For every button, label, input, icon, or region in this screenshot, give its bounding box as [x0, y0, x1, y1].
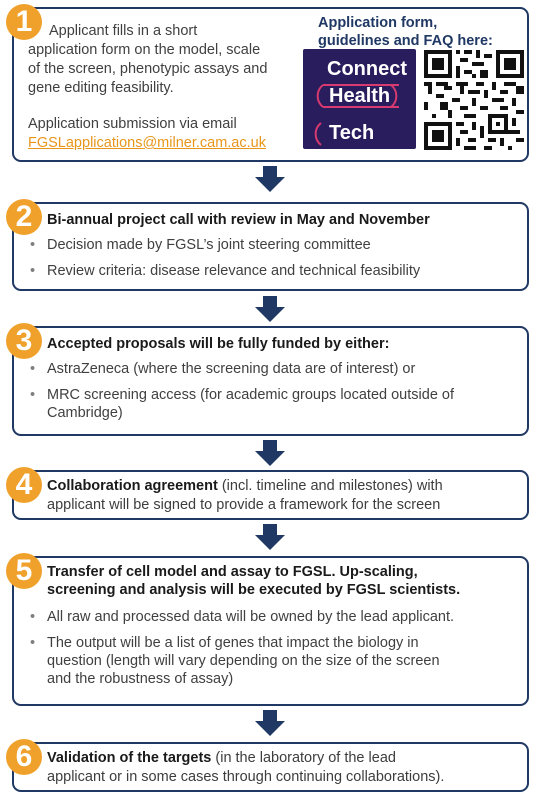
step-5-bullet-2-line-3: and the robustness of assay) — [47, 671, 234, 687]
bullet-dot: • — [30, 361, 36, 377]
step-5-bullet-1-text: All raw and processed data will be owned by the lead applicant. — [47, 609, 455, 625]
qr-code-icon[interactable] — [424, 50, 524, 150]
bullet-dot: • — [30, 635, 36, 651]
step-1-intro-line-1: Applicant fills in a short — [49, 23, 198, 39]
step-3-bullet-2 — [30, 387, 454, 404]
down-arrow-icon — [255, 166, 285, 192]
step-4-heading-rest: (incl. timeline and milestones) with — [217, 478, 443, 494]
step-3-bullet-1-text: AstraZeneca (where the screening data are of interest) or — [47, 361, 416, 377]
down-arrow-icon — [255, 440, 285, 466]
step-1-intro-line-3: of the screen, phenotypic assays and — [28, 61, 268, 77]
step-4-line-1 — [47, 478, 443, 495]
step-6-heading-bold: Validation of the targets — [47, 750, 212, 766]
step-4-box — [12, 470, 529, 520]
down-arrow-icon — [255, 710, 285, 736]
step-2-bullet-2 — [30, 263, 421, 280]
step-2-bullet-2-text: Review criteria: disease relevance and technical feasibility — [47, 263, 421, 279]
bullet-dot: • — [30, 263, 36, 279]
step-4-number-badge: 4 — [6, 467, 42, 503]
bullet-dot: • — [30, 387, 36, 403]
step-2-bullet-1-text: Decision made by FGSL’s joint steering committee — [47, 237, 371, 253]
step-4-line-2: applicant will be signed to provide a framework for the screen — [47, 497, 441, 513]
step-6-line-1 — [47, 750, 396, 767]
down-arrow-icon — [255, 296, 285, 322]
logo-word-connect: Connect — [327, 58, 407, 80]
form-link-title-line-2: guidelines and FAQ here: — [318, 33, 493, 49]
step-6-number-badge: 6 — [6, 739, 42, 775]
step-5-heading-line-1: Transfer of cell model and assay to FGSL. Up-scaling, — [47, 564, 418, 580]
step-4-heading-bold: Collaboration agreement — [47, 478, 218, 494]
form-link-title-line-1: Application form, — [318, 15, 438, 31]
step-6-line-2: applicant or in some cases through continuing collaborations). — [47, 769, 445, 785]
step-6-heading-rest: (in the laboratory of the lead — [211, 750, 396, 766]
step-2-box — [12, 202, 529, 291]
step-3-heading: Accepted proposals will be fully funded by either: — [47, 336, 390, 352]
step-3-bullet-2-continued: Cambridge) — [47, 405, 123, 421]
step-2-number-badge: 2 — [6, 199, 42, 235]
step-1-intro-line-4: gene editing feasibility. — [28, 80, 174, 96]
down-arrow-icon — [255, 524, 285, 550]
step-5-box — [12, 556, 529, 706]
step-5-bullet-2 — [30, 635, 419, 652]
step-5-bullet-2-line-2: question (length will vary depending on the size of the screen — [47, 653, 440, 669]
step-1-intro-line-2: application form on the model, scale — [28, 42, 261, 58]
step-3-box — [12, 326, 529, 436]
step-1-number-badge: 1 — [6, 4, 42, 40]
step-6-box — [12, 742, 529, 792]
application-email-link[interactable]: FGSLapplications@milner.cam.ac.uk — [28, 135, 266, 151]
logo-word-health: Health — [329, 85, 391, 107]
connect-health-tech-logo[interactable] — [303, 49, 416, 149]
bullet-dot: • — [30, 609, 36, 625]
step-5-heading-line-2: screening and analysis will be executed by FGSL scientists. — [47, 582, 461, 598]
step-3-bullet-2-line-1: MRC screening access (for academic groups located outside of — [47, 387, 454, 403]
step-2-bullet-1 — [30, 237, 371, 254]
bullet-dot: • — [30, 237, 36, 253]
step-1-submission-label: Application submission via email — [28, 116, 237, 132]
logo-word-tech: Tech — [329, 122, 375, 144]
step-2-heading: Bi-annual project call with review in May and November — [47, 212, 430, 228]
step-5-number-badge: 5 — [6, 553, 42, 589]
step-5-bullet-1 — [30, 609, 455, 626]
step-3-number-badge: 3 — [6, 323, 42, 359]
step-3-bullet-1 — [30, 361, 416, 378]
step-5-bullet-2-line-1: The output will be a list of genes that impact the biology in — [47, 635, 419, 651]
